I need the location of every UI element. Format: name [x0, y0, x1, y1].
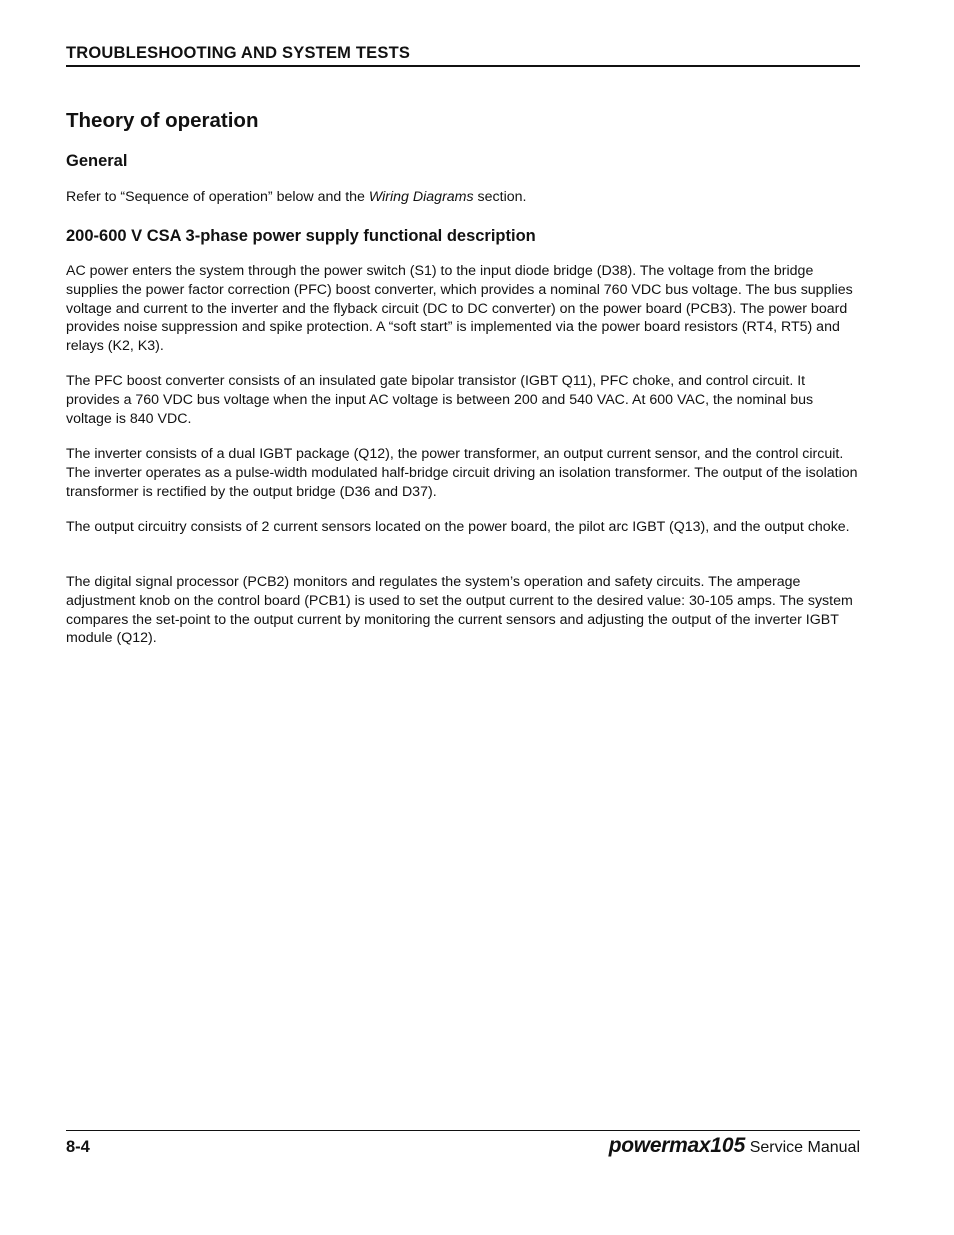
- model-number: 105: [710, 1134, 746, 1157]
- ac-power-paragraph: AC power enters the system through the power switch (S1) to the input diode bridge (D38). The voltage from the bridge supplies the power factor correction (PFC) boost converter, which provides a nominal 760 VDC bus voltage. The bus supplies voltage and current to the inverter and the flyback circuit (DC to DC converter) on the power board (PCB3). The power board provides noise suppression and spike protection. A “soft start” is implemented via the power board resistors (RT4, RT5) and relays (K2, K3).: [66, 263, 853, 355]
- wiring-diagrams-reference: Wiring Diagrams: [368, 189, 474, 205]
- dsp-paragraph: The digital signal processor (PCB2) monitors and regulates the system’s operation and safety circuits. The amperage adjustment knob on the control board (PCB1) is used to set the output current to the desired value: 30-105 amps. The system compares the set-point to the output current by monitoring the current sensors and adjusting the output of the inverter IGBT module (Q12).: [66, 574, 853, 647]
- footer-divider: [66, 1130, 860, 1131]
- general-paragraph: [66, 188, 860, 207]
- general-text-before: Refer to “Sequence of operation” below and the: [66, 189, 369, 205]
- general-text-after: section.: [473, 189, 527, 205]
- footer-manual-title: [609, 1134, 860, 1160]
- power-supply-heading: 200-600 V CSA 3-phase power supply functional description: [66, 227, 536, 245]
- brand-name: powermax: [608, 1134, 711, 1157]
- section-title: Theory of operation: [66, 109, 259, 132]
- manual-title-text: Service Manual: [745, 1139, 860, 1156]
- pfc-boost-paragraph: The PFC boost converter consists of an insulated gate bipolar transistor (IGBT Q11), PFC choke, and control circuit. It provides a 760 VDC bus voltage when the input AC voltage is between 200 and 540 VAC. At 600 VAC, the nominal bus voltage is 840 VDC.: [66, 373, 814, 427]
- inverter-paragraph: The inverter consists of a dual IGBT package (Q12), the power transformer, an output current sensor, and the control circuit. The inverter operates as a pulse-width modulated half-bridge circuit driving an isolation transformer. The output of the isolation transformer is rectified by the output bridge (D36 and D37).: [66, 446, 858, 500]
- page-number: 8-4: [66, 1138, 90, 1156]
- running-head: TROUBLESHOOTING AND SYSTEM TESTS: [66, 43, 860, 67]
- general-heading: General: [66, 152, 128, 170]
- output-circuitry-paragraph: The output circuitry consists of 2 current sensors located on the power board, the pilot arc IGBT (Q13), and the output choke.: [66, 519, 850, 535]
